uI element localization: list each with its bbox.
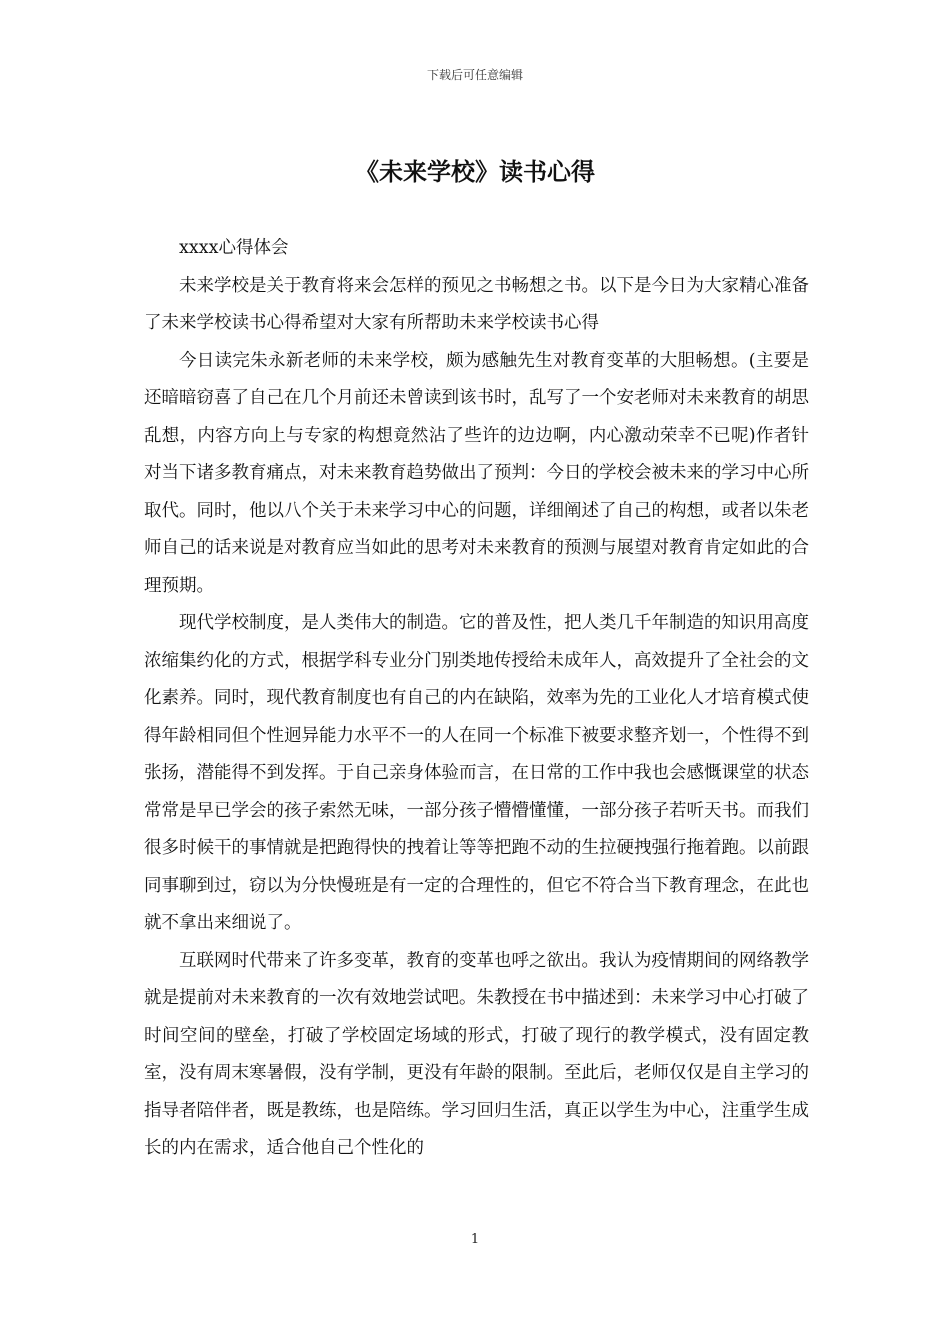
paragraph-internet-era: 互联网时代带来了许多变革，教育的变革也呼之欲出。我认为疫情期间的网络教学就是提前对未来教育的一次有效地尝试吧。朱教授在书中描述到：未来学习中心打破了时间空间的壁垒，打破了学校固定场域的形式，打破了现行的教学模式，没有固定教室，没有周末寒暑假，没有学制，更没有年龄的限制。至此后，老师仅仅是自主学习的指导者陪伴者，既是教练，也是陪练。学习回归生活，真正以学生为中心，注重学生成长的内在需求，适合他自己个性化的 bbox=[144, 950, 809, 1158]
paragraph-subtitle: xxxx心得体会 bbox=[179, 238, 289, 258]
document-body bbox=[144, 230, 809, 1168]
header-note: 下载后可任意编辑 bbox=[426, 68, 523, 82]
document-title: 《未来学校》读书心得 bbox=[355, 158, 595, 186]
page-number: 1 bbox=[470, 1232, 480, 1247]
paragraph-intro: 未来学校是关于教育将来会怎样的预见之书畅想之书。以下是今日为大家精心准备了未来学校读书心得希望对大家有所帮助未来学校读书心得 bbox=[144, 275, 809, 333]
paragraph-modern-school: 现代学校制度，是人类伟大的制造。它的普及性，把人类几千年制造的知识用高度浓缩集约化的方式，根据学科专业分门别类地传授给未成年人，高效提升了全社会的文化素养。同时，现代教育制度也有自己的内在缺陷，效率为先的工业化人才培育模式使得年龄相同但个性迥异能力水平不一的人在同一个标准下被要求整齐划一，个性得不到张扬，潜能得不到发挥。于自己亲身体验而言，在日常的工作中我也会感慨课堂的状态常常是早已学会的孩子索然无味，一部分孩子懵懵懂懂，一部分孩子若听天书。而我们很多时候干的事情就是把跑得快的拽着让等等把跑不动的生拉硬拽强行拖着跑。以前跟同事聊到过，窃以为分快慢班是有一定的合理性的，但它不符合当下教育理念，在此也就不拿出来细说了。 bbox=[144, 613, 809, 933]
paragraph-reading-impression: 今日读完朱永新老师的未来学校，颇为感触先生对教育变革的大胆畅想。(主要是还暗暗窃喜了自己在几个月前还未曾读到该书时，乱写了一个安老师对未来教育的胡思乱想，内容方向上与专家的构想竟然沾了些许的边边啊，内心激动荣幸不已呢)作者针对当下诸多教育痛点，对未来教育趋势做出了预判：今日的学校会被未来的学习中心所取代。同时，他以八个关于未来学习中心的问题，详细阐述了自己的构想，或者以朱老师自己的话来说是对教育应当如此的思考对未来教育的预测与展望对教育肯定如此的合理预期。 bbox=[144, 350, 809, 596]
